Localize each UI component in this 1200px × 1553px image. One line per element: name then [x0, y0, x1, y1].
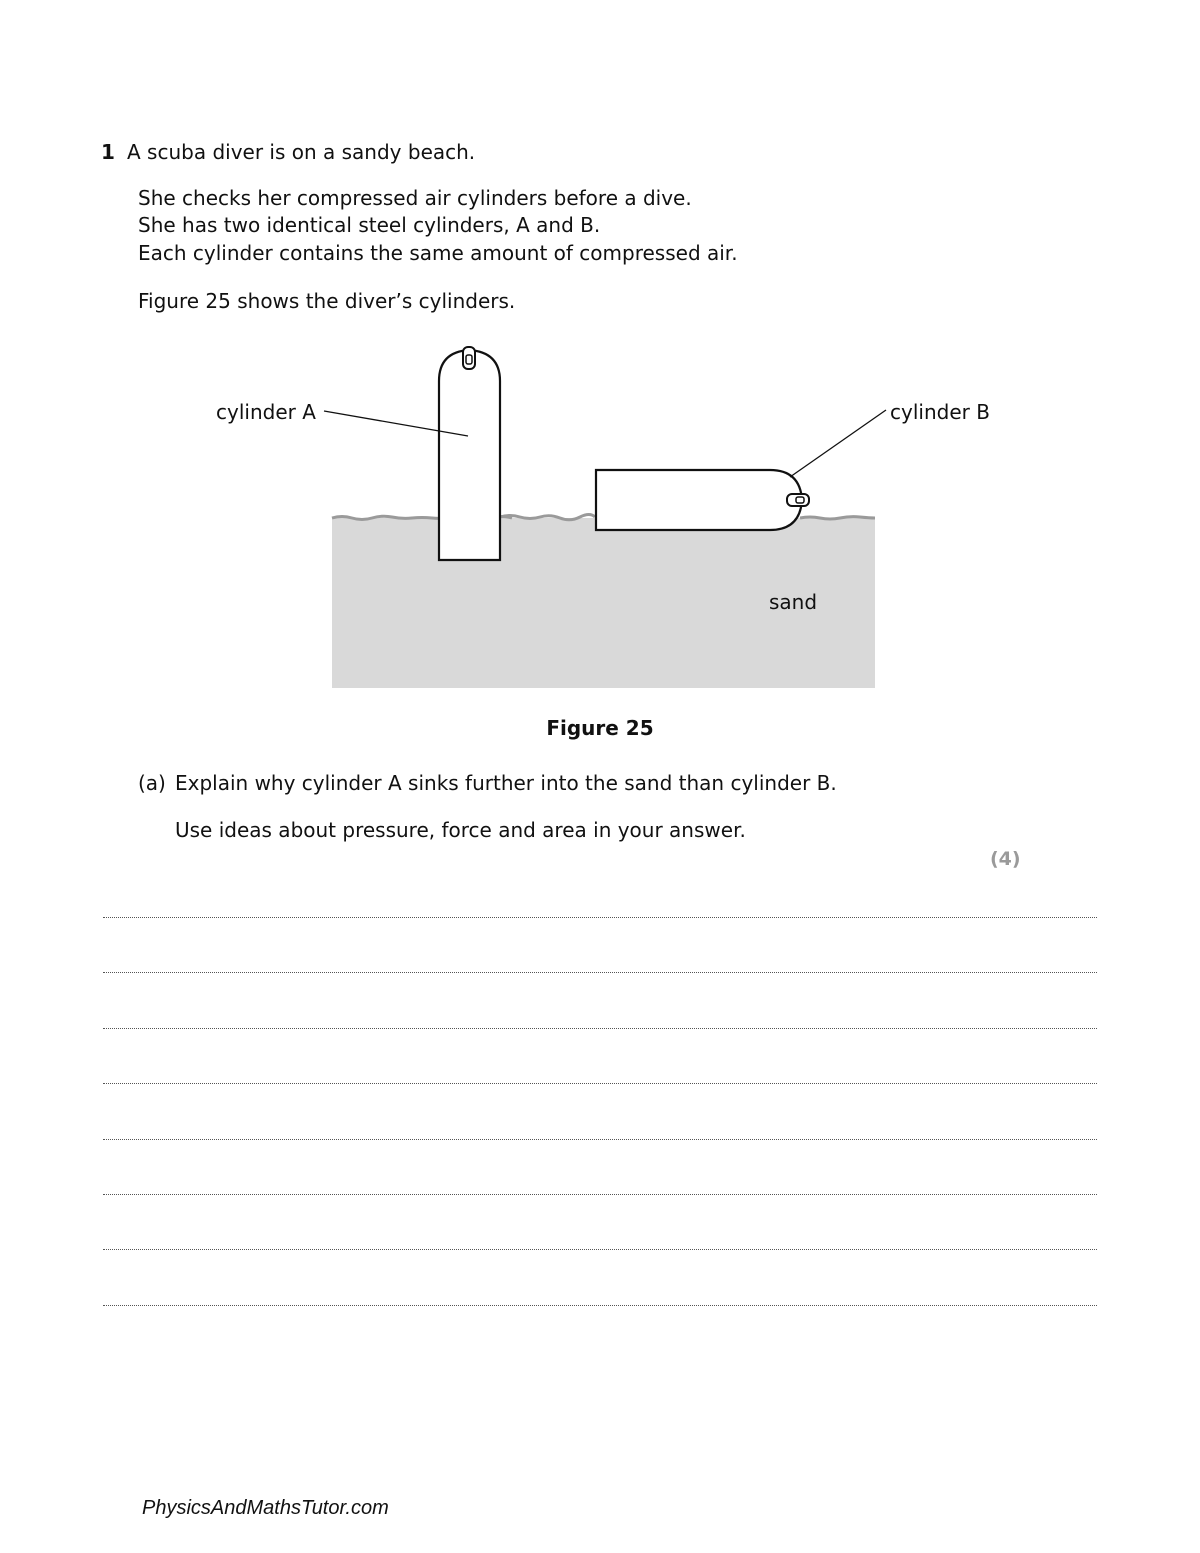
- paragraph-line-1: She checks her compressed air cylinders before a dive.: [138, 186, 692, 210]
- cylinder-a-body: [439, 350, 500, 560]
- figure-25-diagram: [0, 0, 1200, 760]
- answer-line[interactable]: [103, 917, 1097, 918]
- part-a-question: Explain why cylinder A sinks further into the sand than cylinder B.: [175, 771, 837, 795]
- answer-line[interactable]: [103, 972, 1097, 973]
- marks-indicator: (4): [990, 848, 1021, 870]
- cylinder-b-leader-line: [790, 410, 886, 477]
- answer-line[interactable]: [103, 1028, 1097, 1029]
- cylinder-b-valve-knob: [796, 497, 804, 503]
- paragraph-line-2: She has two identical steel cylinders, A and B.: [138, 213, 601, 237]
- answer-line[interactable]: [103, 1305, 1097, 1306]
- question-stem: A scuba diver is on a sandy beach.: [127, 140, 476, 164]
- cylinder-a-label: cylinder A: [216, 400, 316, 424]
- cylinder-a-valve-knob: [466, 355, 472, 364]
- part-a-label: (a): [138, 771, 166, 795]
- sand-label: sand: [769, 590, 818, 614]
- cylinder-b-label: cylinder B: [890, 400, 990, 424]
- cylinder-b-body: [596, 470, 802, 530]
- figure-intro: Figure 25 shows the diver’s cylinders.: [138, 289, 516, 313]
- part-a-instruction: Use ideas about pressure, force and area in your answer.: [175, 818, 746, 842]
- answer-line[interactable]: [103, 1083, 1097, 1084]
- answer-line[interactable]: [103, 1139, 1097, 1140]
- paragraph-line-3: Each cylinder contains the same amount of compressed air.: [138, 241, 738, 265]
- figure-caption: Figure 25: [546, 716, 654, 740]
- footer-watermark: PhysicsAndMathsTutor.com: [142, 1497, 389, 1519]
- question-number: 1: [101, 140, 115, 164]
- answer-line[interactable]: [103, 1194, 1097, 1195]
- answer-line[interactable]: [103, 1249, 1097, 1250]
